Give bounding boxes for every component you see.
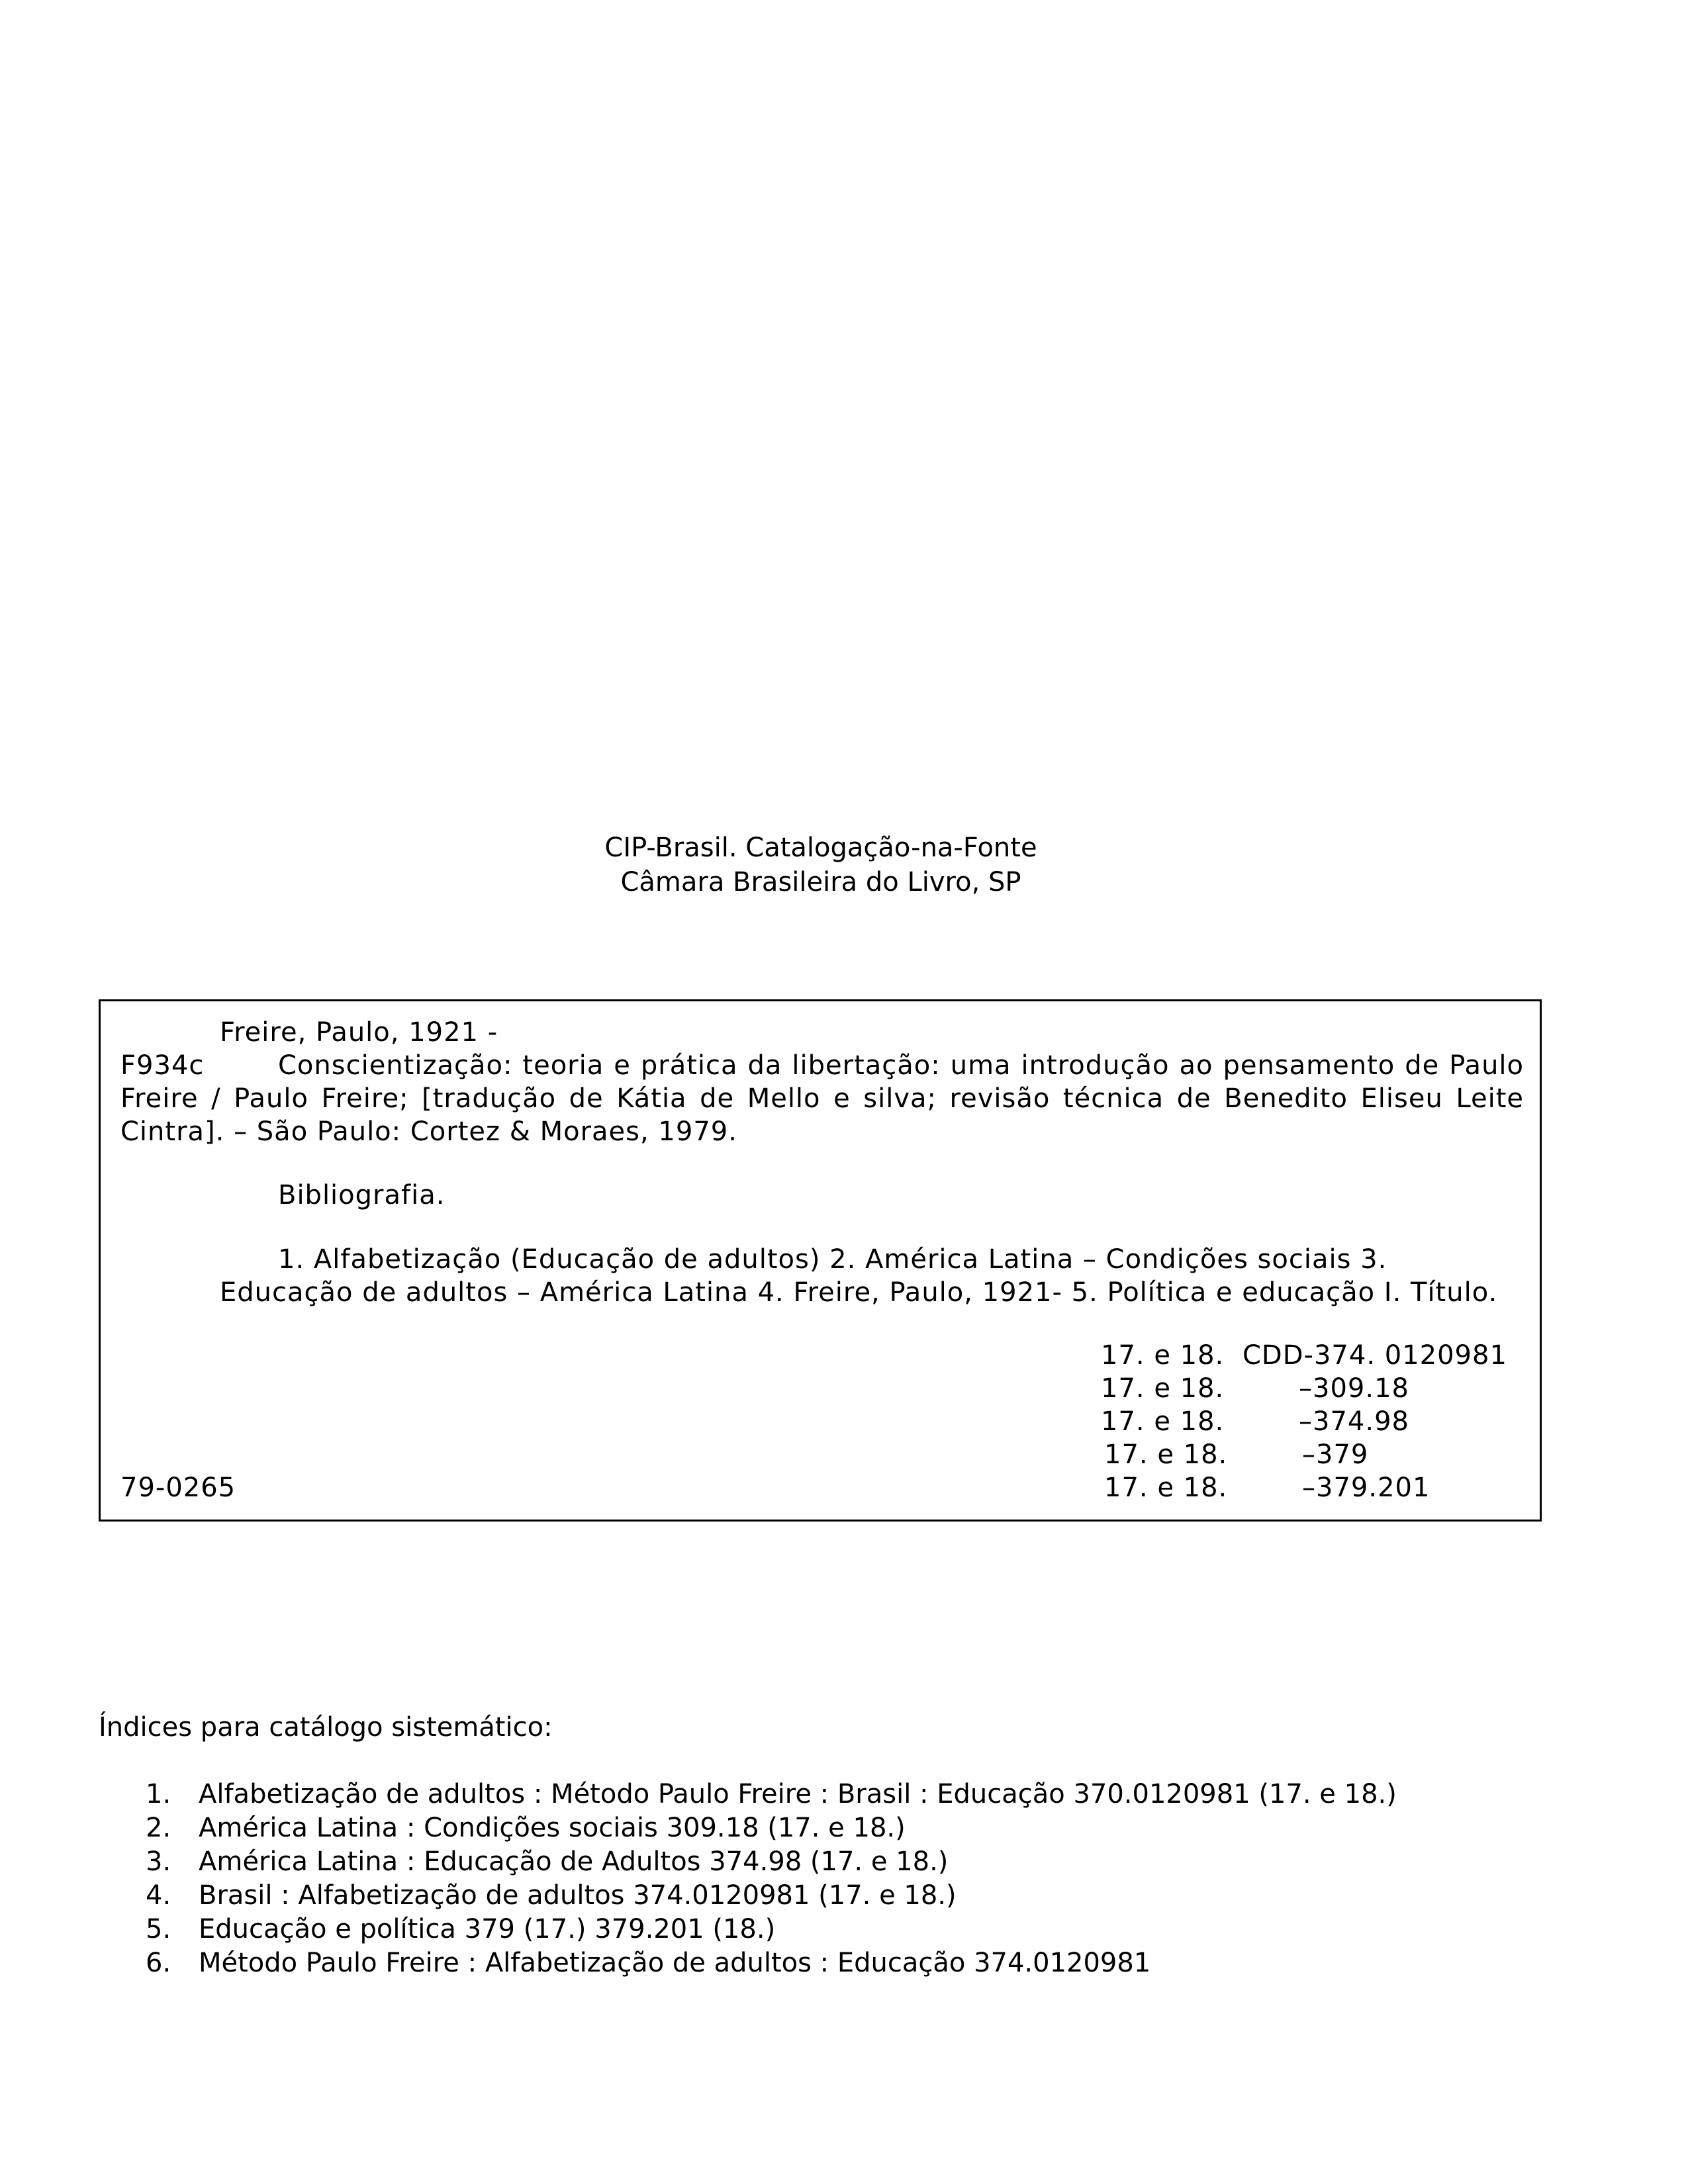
list-item-number: 2. [146,1813,171,1843]
list-item-text: América Latina : Condições sociais 309.18 (17. e 18.) [199,1813,906,1843]
card-call-number: F934c [120,1050,205,1081]
indices-list [146,1778,1397,1980]
cip-header [0,831,1642,899]
indices-title: Índices para catálogo sistemático: [99,1712,553,1743]
list-item [146,1845,1397,1879]
cdd-code: CDD-374. 0120981 [1243,1340,1507,1371]
cip-header-line1: CIP-Brasil. Catalogação-na-Fonte [604,833,1037,863]
list-item [146,1879,1397,1913]
cdd-code: –374.98 [1299,1406,1409,1437]
card-subjects-line1: 1. Alfabetização (Educação de adultos) 2. América Latina – Condições sociais 3. [278,1244,1387,1275]
card-subjects-line2: Educação de adultos – América Latina 4. Freire, Paulo, 1921- 5. Política e educação I. Título. [220,1277,1498,1308]
cdd-editions: 17. e 18. [1101,1340,1225,1371]
list-item-text: América Latina : Educação de Adultos 374.98 (17. e 18.) [199,1846,949,1877]
list-item [146,1913,1397,1946]
list-item [146,1811,1397,1845]
list-item [146,1778,1397,1811]
card-control-number: 79-0265 [120,1473,236,1503]
card-title-line3: Cintra]. – São Paulo: Cortez & Moraes, 1979. [120,1116,737,1147]
list-item-text: Educação e política 379 (17.) 379.201 (18.) [199,1914,776,1944]
card-title-line2: Freire / Paulo Freire; [tradução de Kátia de Mello e silva; revisão técnica de Benedito Eliseu Leite [120,1083,1524,1114]
cdd-code: –309.18 [1299,1373,1409,1404]
cdd-editions: 17. e 18. [1101,1373,1225,1404]
list-item-text: Brasil : Alfabetização de adultos 374.0120981 (17. e 18.) [199,1880,957,1911]
list-item-text: Alfabetização de adultos : Método Paulo Freire : Brasil : Educação 370.0120981 (17. e 18.) [199,1779,1397,1809]
card-bibliography: Bibliografia. [278,1180,445,1210]
list-item-number: 4. [146,1880,171,1911]
list-item-number: 6. [146,1948,171,1978]
cdd-editions: 17. e 18. [1104,1439,1228,1470]
list-item-number: 3. [146,1846,171,1877]
cdd-code: –379 [1302,1439,1369,1470]
cdd-editions: 17. e 18. [1101,1406,1225,1437]
list-item-number: 5. [146,1914,171,1944]
cip-header-line2: Câmara Brasileira do Livro, SP [620,867,1021,897]
cdd-editions: 17. e 18. [1104,1473,1228,1503]
cdd-code: –379.201 [1302,1473,1430,1503]
list-item-text: Método Paulo Freire : Alfabetização de adultos : Educação 374.0120981 [199,1948,1151,1978]
list-item [146,1946,1397,1980]
catalog-card [99,999,1542,1522]
list-item-number: 1. [146,1779,171,1809]
card-title-line1: Conscientização: teoria e prática da libertação: uma introdução ao pensamento de Paulo [278,1050,1524,1081]
card-author: Freire, Paulo, 1921 - [220,1017,498,1048]
